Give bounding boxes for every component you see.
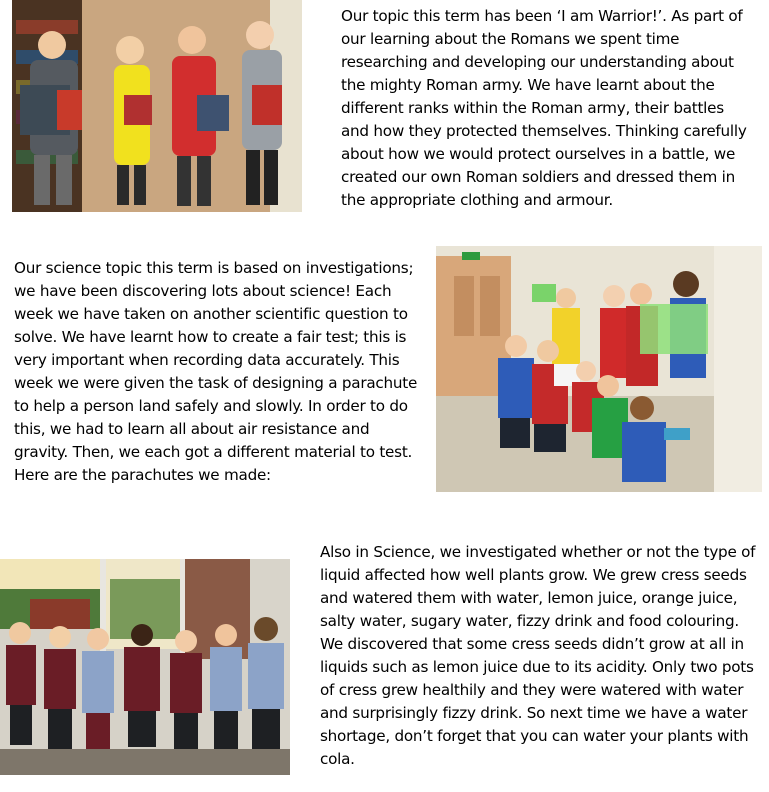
text-line: the appropriate clothing and armour. bbox=[341, 191, 613, 209]
photo-children-with-roman-soldier-crafts bbox=[12, 0, 302, 212]
text-line: Here are the parachutes we made: bbox=[14, 466, 271, 484]
text-line: we have been discovering lots about science! Each bbox=[14, 282, 392, 300]
science-paragraph bbox=[14, 257, 424, 487]
text-line: shortage, don’t forget that you can water your plants with bbox=[320, 727, 749, 745]
text-line: and how they protected themselves. Thinking carefully bbox=[341, 122, 747, 140]
text-line: very important when recording data accurately. This bbox=[14, 351, 400, 369]
text-line: and watered them with water, lemon juice, orange juice, bbox=[320, 589, 738, 607]
text-line: our learning about the Romans we spent time bbox=[341, 30, 680, 48]
text-line: liquids such as lemon juice due to its acidity. Only two pots bbox=[320, 658, 754, 676]
text-line: researching and developing our understanding about bbox=[341, 53, 734, 71]
text-line: week we have taken on another scientific question to bbox=[14, 305, 408, 323]
text-line: We discovered that some cress seeds didn’t grow at all in bbox=[320, 635, 744, 653]
text-line: created our own Roman soldiers and dressed them in bbox=[341, 168, 735, 186]
text-line: to help a person land safely and slowly. In order to do bbox=[14, 397, 408, 415]
photo-children-with-parachutes bbox=[436, 246, 762, 492]
text-line: of cress grew healthily and they were watered with water bbox=[320, 681, 744, 699]
text-line: different ranks within the Roman army, their battles bbox=[341, 99, 724, 117]
text-line: the mighty Roman army. We have learnt about the bbox=[341, 76, 715, 94]
text-line: about how we would protect ourselves in a battle, we bbox=[341, 145, 736, 163]
cress-paragraph bbox=[320, 541, 769, 771]
text-line: cola. bbox=[320, 750, 355, 768]
text-line: this, we had to learn all about air resistance and bbox=[14, 420, 370, 438]
text-line: Our science topic this term is based on investigations; bbox=[14, 259, 414, 277]
romans-paragraph bbox=[341, 5, 769, 212]
text-line: Also in Science, we investigated whether or not the type of bbox=[320, 543, 756, 561]
photo-children-holding-cress-pots bbox=[0, 559, 290, 775]
text-line: liquid affected how well plants grow. We grew cress seeds bbox=[320, 566, 747, 584]
text-line: week we were given the task of designing a parachute bbox=[14, 374, 418, 392]
text-line: gravity. Then, we each got a different material to test. bbox=[14, 443, 413, 461]
text-line: and surprisingly fizzy drink. So next time we have a water bbox=[320, 704, 748, 722]
text-line: solve. We have learnt how to create a fair test; this is bbox=[14, 328, 407, 346]
text-line: salty water, sugary water, fizzy drink and food colouring. bbox=[320, 612, 739, 630]
text-line: Our topic this term has been ‘I am Warrior!’. As part of bbox=[341, 7, 743, 25]
